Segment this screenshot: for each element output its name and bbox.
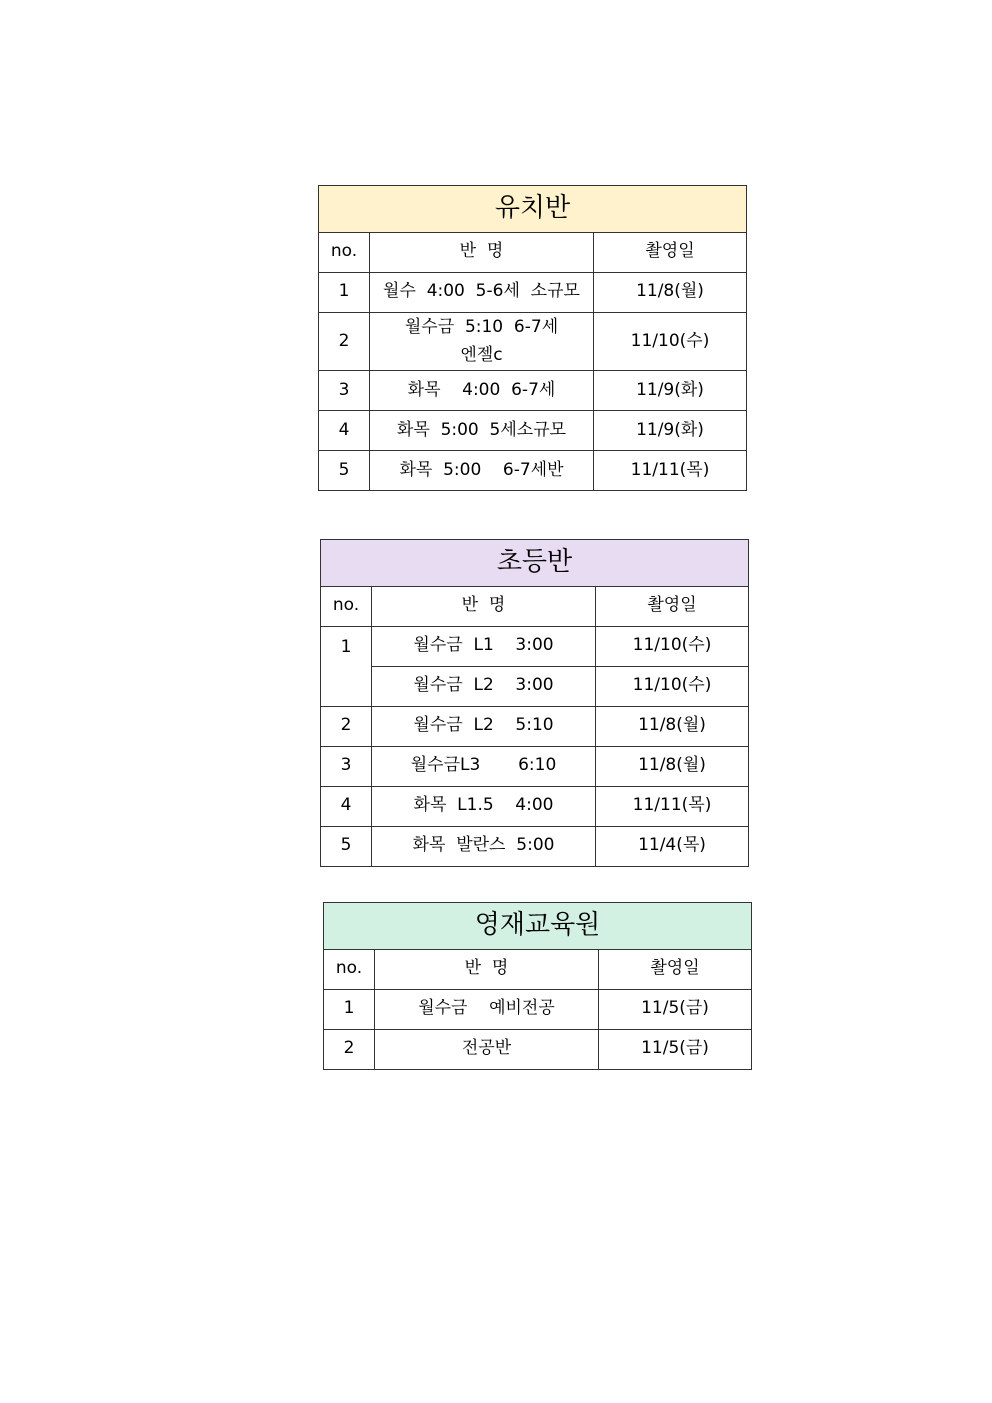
header-name: 반 명 xyxy=(375,949,599,989)
row-no: 2 xyxy=(324,1029,375,1069)
row-name: 월수금 L2 3:00 xyxy=(372,666,596,706)
row-no: 1 xyxy=(321,626,372,706)
row-date: 11/10(수) xyxy=(596,626,749,666)
table-row xyxy=(324,1029,752,1069)
row-no: 1 xyxy=(324,989,375,1029)
row-no: 4 xyxy=(319,411,370,451)
gifted-table xyxy=(323,902,752,1070)
header-date: 촬영일 xyxy=(599,949,752,989)
kindergarten-title: 유치반 xyxy=(319,186,747,233)
row-date: 11/8(월) xyxy=(594,272,747,312)
row-date: 11/9(화) xyxy=(594,371,747,411)
row-no: 5 xyxy=(319,451,370,491)
table-row xyxy=(321,666,749,706)
elementary-table xyxy=(320,539,749,867)
table-row xyxy=(319,371,747,411)
row-name: 전공반 xyxy=(375,1029,599,1069)
row-date: 11/11(목) xyxy=(594,451,747,491)
row-date: 11/10(수) xyxy=(596,666,749,706)
row-name: 화목 4:00 6-7세 xyxy=(370,371,594,411)
header-no: no. xyxy=(321,586,372,626)
header-date: 촬영일 xyxy=(596,586,749,626)
row-date: 11/9(화) xyxy=(594,411,747,451)
row-name: 화목 발란스 5:00 xyxy=(372,826,596,866)
row-date: 11/8(월) xyxy=(596,746,749,786)
row-name: 월수금 L1 3:00 xyxy=(372,626,596,666)
table-row xyxy=(319,312,747,371)
elementary-title: 초등반 xyxy=(321,540,749,587)
row-name: 화목 5:00 5세소규모 xyxy=(370,411,594,451)
table-row xyxy=(324,989,752,1029)
table-row xyxy=(321,706,749,746)
table-row xyxy=(321,786,749,826)
row-no: 3 xyxy=(321,746,372,786)
row-no: 4 xyxy=(321,786,372,826)
row-name: 화목 5:00 6-7세반 xyxy=(370,451,594,491)
row-no: 3 xyxy=(319,371,370,411)
row-name: 월수금L3 6:10 xyxy=(372,746,596,786)
row-name: 월수금 L2 5:10 xyxy=(372,706,596,746)
row-name-line-2: 엔젤c xyxy=(460,345,503,366)
row-name xyxy=(370,312,594,371)
gifted-title: 영재교육원 xyxy=(324,903,752,950)
table-row xyxy=(321,826,749,866)
row-date: 11/8(월) xyxy=(596,706,749,746)
table-row xyxy=(321,746,749,786)
table-row xyxy=(321,626,749,666)
table-row xyxy=(319,272,747,312)
header-no: no. xyxy=(319,232,370,272)
row-name: 월수금 예비전공 xyxy=(375,989,599,1029)
row-no: 5 xyxy=(321,826,372,866)
row-date: 11/5(금) xyxy=(599,1029,752,1069)
row-date: 11/10(수) xyxy=(594,312,747,371)
table-row xyxy=(319,451,747,491)
header-name: 반 명 xyxy=(370,232,594,272)
header-no: no. xyxy=(324,949,375,989)
row-date: 11/11(목) xyxy=(596,786,749,826)
row-no: 2 xyxy=(319,312,370,371)
row-no: 1 xyxy=(319,272,370,312)
row-no: 2 xyxy=(321,706,372,746)
row-date: 11/5(금) xyxy=(599,989,752,1029)
table-row xyxy=(319,411,747,451)
kindergarten-table xyxy=(318,185,747,491)
header-date: 촬영일 xyxy=(594,232,747,272)
row-name-line-1: 월수금 5:10 6-7세 xyxy=(404,316,559,337)
row-date: 11/4(목) xyxy=(596,826,749,866)
row-name: 화목 L1.5 4:00 xyxy=(372,786,596,826)
row-name: 월수 4:00 5-6세 소규모 xyxy=(370,272,594,312)
header-name: 반 명 xyxy=(372,586,596,626)
